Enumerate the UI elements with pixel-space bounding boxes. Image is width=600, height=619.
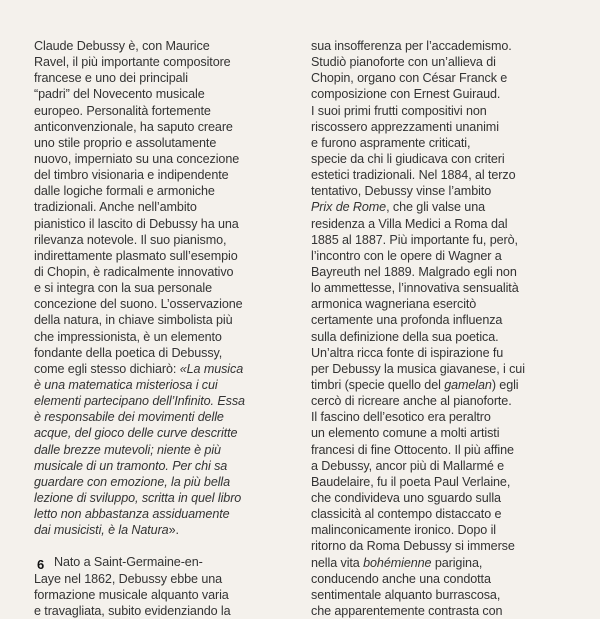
text-line bbox=[34, 571, 294, 587]
text-run: ». bbox=[168, 523, 179, 538]
text-line bbox=[311, 199, 573, 215]
text-line bbox=[34, 199, 294, 215]
text-line bbox=[34, 151, 294, 167]
text-line bbox=[34, 425, 294, 441]
text-run: I suoi primi frutti compositivi non bbox=[311, 103, 487, 118]
italic-text: musicale di un tramonto. Per chi sa bbox=[34, 458, 228, 473]
text-line bbox=[311, 538, 573, 554]
text-line bbox=[34, 522, 294, 538]
text-run: Ravel, il più importante compositore bbox=[34, 55, 231, 70]
text-run: “padri” del Novecento musicale bbox=[34, 87, 205, 102]
text-line bbox=[34, 474, 294, 490]
text-line bbox=[311, 458, 573, 474]
text-line bbox=[34, 183, 294, 199]
text-line bbox=[34, 280, 294, 296]
text-line bbox=[34, 232, 294, 248]
text-line bbox=[311, 490, 573, 506]
text-run: di Chopin, è radicalmente innovativo bbox=[34, 264, 234, 279]
text-run: conducendo anche una condotta bbox=[311, 571, 491, 586]
text-line bbox=[311, 425, 573, 441]
paragraph-debussy-early-life bbox=[34, 554, 294, 619]
text-run: malinconicamente ironico. Dopo il bbox=[311, 523, 496, 538]
text-run: certamente una profonda influenza bbox=[311, 313, 503, 328]
text-run: Nato a Saint-Germaine-en- bbox=[54, 555, 203, 570]
text-run: del timbro visionaria e indipendente bbox=[34, 168, 229, 183]
text-line bbox=[34, 345, 294, 361]
text-run: sulla definizione della sua poetica. bbox=[311, 329, 499, 344]
text-line bbox=[311, 38, 573, 54]
text-run: uno stile proprio e assolutamente bbox=[34, 135, 217, 150]
text-run: Laye nel 1862, Debussy ebbe una bbox=[34, 571, 223, 586]
italic-text: è una matematica misteriosa i cui bbox=[34, 377, 218, 392]
italic-text: gamelan bbox=[444, 377, 492, 392]
text-run: anticonvenzionale, ha saputo creare bbox=[34, 119, 233, 134]
text-line bbox=[34, 587, 294, 603]
text-run: della natura, in chiave simbolista più bbox=[34, 313, 233, 328]
text-run: e si integra con la sua personale bbox=[34, 281, 213, 296]
italic-text: acque, del gioco delle curve descritte bbox=[34, 426, 238, 441]
text-line bbox=[34, 86, 294, 102]
text-line bbox=[311, 264, 573, 280]
text-run: concezione del suono. L’osservazione bbox=[34, 297, 243, 312]
text-run: dalle logiche formali e armoniche bbox=[34, 184, 215, 199]
text-line bbox=[311, 183, 573, 199]
text-run: Baudelaire, fu il poeta Paul Verlaine, bbox=[311, 474, 511, 489]
italic-text: letto non abbastanza assiduamente bbox=[34, 507, 230, 522]
text-line bbox=[34, 409, 294, 425]
text-line bbox=[311, 312, 573, 328]
text-run: che impressionista, è un elemento bbox=[34, 329, 222, 344]
text-line bbox=[311, 555, 573, 571]
text-run: armonica wagneriana esercitò bbox=[311, 297, 477, 312]
text-line bbox=[311, 377, 573, 393]
text-line bbox=[34, 458, 294, 474]
italic-text: Prix de Rome bbox=[311, 200, 387, 215]
text-run: timbri (specie quello del bbox=[311, 377, 445, 392]
text-run: come egli stesso dichiarò: bbox=[34, 361, 180, 376]
text-run: Chopin, organo con César Franck e bbox=[311, 71, 508, 86]
text-line bbox=[34, 135, 294, 151]
text-line bbox=[311, 119, 573, 135]
text-line bbox=[311, 70, 573, 86]
text-run: europeo. Personalità fortemente bbox=[34, 103, 211, 118]
text-line bbox=[311, 345, 573, 361]
text-run: ) egli bbox=[491, 377, 519, 392]
text-line bbox=[311, 296, 573, 312]
text-line bbox=[311, 409, 573, 425]
text-run: Claude Debussy è, con Maurice bbox=[34, 39, 210, 53]
text-line bbox=[311, 571, 573, 587]
text-line bbox=[34, 103, 294, 119]
text-line bbox=[34, 54, 294, 70]
paragraph-debussy-career bbox=[311, 38, 573, 619]
italic-text: lezione di sviluppo, scritta in quel libro bbox=[34, 490, 242, 505]
text-run: specie da chi li giudicava con criteri bbox=[311, 151, 505, 166]
text-run: l’incontro con le opere di Wagner a bbox=[311, 248, 502, 263]
text-line bbox=[311, 151, 573, 167]
text-run: e travagliata, subito evidenziando la bbox=[34, 603, 231, 618]
text-run: formazione musicale alquanto varia bbox=[34, 587, 229, 602]
text-run: tentativo, Debussy vinse l’ambito bbox=[311, 184, 492, 199]
text-run: un elemento comune a molti artisti bbox=[311, 426, 500, 441]
text-run: francese e uno dei principali bbox=[34, 71, 188, 86]
text-line bbox=[311, 442, 573, 458]
text-run: sentimentale alquanto burrascosa, bbox=[311, 587, 501, 602]
text-run: nuovo, imperniato su una concezione bbox=[34, 151, 240, 166]
text-line bbox=[311, 603, 573, 619]
text-line bbox=[311, 474, 573, 490]
text-run: sua insofferenza per l’accademismo. bbox=[311, 39, 512, 53]
page-number: 6 bbox=[37, 557, 45, 572]
italic-text: dalle brezze mutevoli; niente è più bbox=[34, 442, 221, 457]
text-run: parigina, bbox=[431, 555, 483, 570]
text-run: che apparentemente contrasta con bbox=[311, 603, 503, 618]
left-column bbox=[34, 38, 294, 619]
text-run: nella vita bbox=[311, 555, 364, 570]
text-line bbox=[311, 506, 573, 522]
text-line bbox=[34, 377, 294, 393]
text-run: tradizionali. Anche nell’ambito bbox=[34, 200, 197, 215]
text-run: , che gli valse una bbox=[386, 200, 486, 215]
text-line bbox=[311, 280, 573, 296]
text-run: Bayreuth nel 1889. Malgrado egli non bbox=[311, 264, 517, 279]
text-line bbox=[311, 232, 573, 248]
text-line bbox=[311, 167, 573, 183]
text-run: composizione con Ernest Guiraud. bbox=[311, 87, 501, 102]
text-run: residenza a Villa Medici a Roma dal bbox=[311, 216, 508, 231]
text-line bbox=[311, 54, 573, 70]
paragraph-spacer bbox=[34, 538, 294, 554]
right-column bbox=[311, 38, 573, 619]
text-line bbox=[34, 442, 294, 458]
text-line bbox=[34, 296, 294, 312]
text-run: fondante della poetica di Debussy, bbox=[34, 345, 223, 360]
paragraph-debussy-intro bbox=[34, 38, 294, 538]
text-run: rilevanza notevole. Il suo pianismo, bbox=[34, 232, 227, 247]
italic-text: bohémienne bbox=[363, 555, 432, 570]
italic-text: guardare con emozione, la più bella bbox=[34, 474, 231, 489]
text-run: riscossero apprezzamenti unanimi bbox=[311, 119, 499, 134]
text-run: 1885 al 1887. Più importante fu, però, bbox=[311, 232, 518, 247]
text-line bbox=[34, 393, 294, 409]
text-line bbox=[311, 86, 573, 102]
text-run: estetici tradizionali. Nel 1884, al terzo bbox=[311, 168, 516, 183]
text-line bbox=[311, 135, 573, 151]
text-line bbox=[34, 312, 294, 328]
text-run: francesi di fine Ottocento. Il più affine bbox=[311, 442, 514, 457]
text-run: lo ammettesse, l’innovativa sensualità bbox=[311, 281, 519, 296]
text-run: Un’altra ricca fonte di ispirazione fu bbox=[311, 345, 504, 360]
text-line bbox=[34, 70, 294, 86]
text-line bbox=[34, 248, 294, 264]
text-line bbox=[311, 587, 573, 603]
text-run: a Debussy, ancor più di Mallarmé e bbox=[311, 458, 505, 473]
text-line bbox=[34, 216, 294, 232]
text-line bbox=[34, 38, 294, 54]
text-line bbox=[311, 361, 573, 377]
text-line bbox=[34, 490, 294, 506]
text-line bbox=[34, 264, 294, 280]
text-line bbox=[311, 248, 573, 264]
text-line bbox=[311, 103, 573, 119]
text-run: pianistico il lascito di Debussy ha una bbox=[34, 216, 239, 231]
italic-text: è responsabile dei movimenti delle bbox=[34, 410, 224, 425]
text-run: ritorno da Roma Debussy si immerse bbox=[311, 539, 515, 554]
italic-text: «La musica bbox=[179, 361, 244, 376]
text-run: Il fascino dell’esotico era peraltro bbox=[311, 410, 491, 425]
text-run: Studiò pianoforte con un’allieva di bbox=[311, 55, 496, 70]
text-line bbox=[311, 216, 573, 232]
text-run: indirettamente plasmato sull’esempio bbox=[34, 248, 238, 263]
text-run: classicità al contempo distaccato e bbox=[311, 507, 502, 522]
text-run: che condivideva uno sguardo sulla bbox=[311, 490, 501, 505]
text-line bbox=[34, 554, 294, 570]
text-line bbox=[34, 167, 294, 183]
italic-text: elementi partecipano dell’Infinito. Essa bbox=[34, 394, 245, 409]
text-line bbox=[311, 329, 573, 345]
text-line bbox=[34, 119, 294, 135]
text-line bbox=[34, 603, 294, 619]
text-line bbox=[34, 361, 294, 377]
text-run: cercò di ricreare anche al pianoforte. bbox=[311, 394, 512, 409]
text-run: per Debussy la musica giavanese, i cui bbox=[311, 361, 525, 376]
text-line bbox=[34, 506, 294, 522]
text-line bbox=[34, 329, 294, 345]
text-line bbox=[311, 522, 573, 538]
text-line bbox=[311, 393, 573, 409]
italic-text: dai musicisti, è la Natura bbox=[34, 523, 169, 538]
text-run: e furono aspramente criticati, bbox=[311, 135, 471, 150]
